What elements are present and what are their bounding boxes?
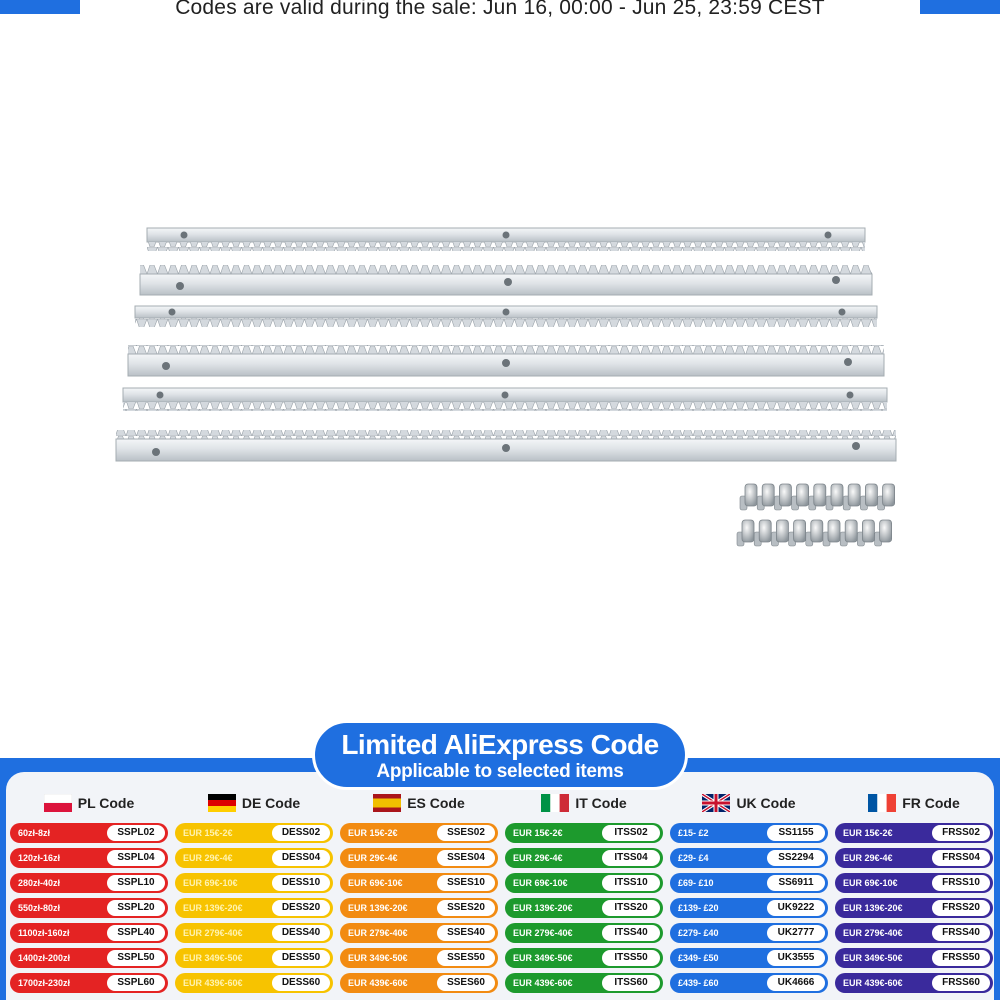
discount-range: EUR 29€-4€: [348, 853, 398, 863]
discount-range: 280zł-40zł: [18, 878, 61, 888]
discount-range: £349- £50: [678, 953, 719, 963]
bolt: [774, 484, 791, 510]
bolt: [757, 484, 774, 510]
code-row[interactable]: [10, 823, 168, 843]
discount-range: EUR 349€-50€: [183, 953, 243, 963]
discount-range: £29- £4: [678, 853, 709, 863]
code-row[interactable]: [10, 973, 168, 993]
coupon-code[interactable]: FRSS02: [932, 825, 990, 841]
coupon-code[interactable]: UK2777: [767, 925, 825, 941]
bolt: [840, 520, 857, 546]
coupon-code[interactable]: ITSS60: [602, 975, 660, 991]
fr-code-header: [835, 788, 993, 818]
coupon-code[interactable]: SSES10: [437, 875, 495, 891]
discount-range: EUR 29€-4€: [183, 853, 233, 863]
coupon-code[interactable]: UK3555: [767, 950, 825, 966]
code-row[interactable]: [670, 923, 828, 943]
promo-title-pill: [312, 720, 688, 790]
code-row[interactable]: [175, 848, 333, 868]
bolt: [878, 484, 895, 510]
uk-code-label: UK Code: [736, 795, 796, 811]
discount-range: EUR 439€-60€: [348, 978, 408, 988]
it-code-header: [505, 788, 663, 818]
discount-range: EUR 15€-2€: [183, 828, 233, 838]
discount-range: EUR 279€-40€: [183, 928, 243, 938]
uk-code-column: [670, 788, 828, 993]
discount-range: EUR 349€-50€: [843, 953, 903, 963]
code-row[interactable]: [340, 923, 498, 943]
discount-range: £439- £60: [678, 978, 719, 988]
uk-flag-icon: [702, 794, 730, 812]
italy-flag-icon: [541, 794, 569, 812]
coupon-code[interactable]: SSES60: [437, 975, 495, 991]
coupon-code[interactable]: SSPL02: [107, 825, 165, 841]
coupon-code[interactable]: UK9222: [767, 900, 825, 916]
code-row[interactable]: [835, 823, 993, 843]
code-row[interactable]: [670, 948, 828, 968]
top-banner: [0, 0, 1000, 22]
pl-code-header: [10, 788, 168, 818]
discount-range: EUR 279€-40€: [513, 928, 573, 938]
discount-range: EUR 439€-60€: [513, 978, 573, 988]
discount-range: EUR 139€-20€: [348, 903, 408, 913]
coupon-code[interactable]: SSES20: [437, 900, 495, 916]
bolt: [806, 520, 823, 546]
code-row[interactable]: [670, 873, 828, 893]
coupon-code[interactable]: SS2294: [767, 850, 825, 866]
discount-range: EUR 15€-2€: [843, 828, 893, 838]
bolt: [809, 484, 826, 510]
coupon-code[interactable]: SS1155: [767, 825, 825, 841]
coupon-code[interactable]: SS6911: [767, 875, 825, 891]
coupon-code[interactable]: DESS50: [272, 950, 330, 966]
coupon-code[interactable]: SSPL50: [107, 950, 165, 966]
de-code-header: [175, 788, 333, 818]
coupon-code[interactable]: SSPL20: [107, 900, 165, 916]
discount-range: EUR 139€-20€: [183, 903, 243, 913]
discount-range: 1700zł-230zł: [18, 978, 71, 988]
coupon-code[interactable]: SSPL40: [107, 925, 165, 941]
coupon-code[interactable]: ITSS10: [602, 875, 660, 891]
spain-flag-icon: [373, 794, 401, 812]
coupon-code[interactable]: DESS04: [272, 850, 330, 866]
bolts-group: [737, 484, 895, 546]
germany-flag-icon: [208, 794, 236, 812]
es-code-header: [340, 788, 498, 818]
bolt: [771, 520, 788, 546]
code-row[interactable]: [670, 973, 828, 993]
coupon-code[interactable]: ITSS40: [602, 925, 660, 941]
bolt: [843, 484, 860, 510]
coupon-code[interactable]: SSES50: [437, 950, 495, 966]
code-row[interactable]: [670, 823, 828, 843]
promo-code-section: [0, 720, 1000, 1000]
code-row[interactable]: [835, 898, 993, 918]
code-row[interactable]: [340, 823, 498, 843]
code-row[interactable]: [10, 898, 168, 918]
coupon-code[interactable]: ITSS04: [602, 850, 660, 866]
code-row[interactable]: [175, 873, 333, 893]
code-row[interactable]: [175, 898, 333, 918]
code-row[interactable]: [670, 848, 828, 868]
coupon-code[interactable]: FRSS10: [932, 875, 990, 891]
discount-range: 550zł-80zł: [18, 903, 61, 913]
coupon-code[interactable]: DESS02: [272, 825, 330, 841]
fr-code-label: FR Code: [902, 795, 960, 811]
coupon-code[interactable]: FRSS20: [932, 900, 990, 916]
discount-range: 120zł-16zł: [18, 853, 61, 863]
coupon-code[interactable]: SSPL04: [107, 850, 165, 866]
it-code-column: [505, 788, 663, 993]
coupon-code[interactable]: SSPL10: [107, 875, 165, 891]
bolt: [860, 484, 877, 510]
code-row[interactable]: [835, 973, 993, 993]
code-row[interactable]: [835, 948, 993, 968]
code-row[interactable]: [10, 923, 168, 943]
coupon-code[interactable]: FRSS50: [932, 950, 990, 966]
code-row[interactable]: [10, 948, 168, 968]
pl-code-column: [10, 788, 168, 993]
discount-range: 1100zł-160zł: [18, 928, 70, 938]
gear-rack-3: [135, 306, 877, 327]
coupon-code[interactable]: ITSS50: [602, 950, 660, 966]
discount-range: 60zł-8zł: [18, 828, 51, 838]
bolt: [875, 520, 892, 546]
discount-range: EUR 279€-40€: [843, 928, 903, 938]
uk-code-header: [670, 788, 828, 818]
bolt: [857, 520, 874, 546]
bolt: [740, 484, 757, 510]
coupon-code[interactable]: UK4666: [767, 975, 825, 991]
code-row[interactable]: [175, 823, 333, 843]
coupon-code[interactable]: DESS20: [272, 900, 330, 916]
discount-range: EUR 139€-20€: [843, 903, 903, 913]
coupon-code[interactable]: FRSS40: [932, 925, 990, 941]
coupon-code[interactable]: ITSS02: [602, 825, 660, 841]
code-row[interactable]: [670, 898, 828, 918]
coupon-code[interactable]: DESS40: [272, 925, 330, 941]
discount-range: 1400zł-200zł: [18, 953, 71, 963]
promo-subtitle: Applicable to selected items: [376, 761, 624, 782]
discount-range: £69- £10: [678, 878, 714, 888]
product-image: [0, 22, 1000, 722]
discount-range: EUR 139€-20€: [513, 903, 573, 913]
discount-range: £15- £2: [678, 828, 709, 838]
bolt: [737, 520, 754, 546]
sale-validity-text: Codes are valid during the sale: Jun 16, 00:00 - Jun 25, 23:59 CEST: [175, 0, 825, 19]
discount-range: EUR 349€-50€: [513, 953, 573, 963]
gear-rack-6: [116, 430, 896, 461]
discount-range: EUR 69€-10€: [183, 878, 238, 888]
fr-code-column: [835, 788, 993, 993]
discount-range: EUR 439€-60€: [843, 978, 903, 988]
bolt: [823, 520, 840, 546]
code-row[interactable]: [175, 948, 333, 968]
code-row[interactable]: [505, 848, 663, 868]
bolt: [754, 520, 771, 546]
code-row[interactable]: [505, 948, 663, 968]
discount-range: EUR 69€-10€: [513, 878, 568, 888]
coupon-code[interactable]: FRSS60: [932, 975, 990, 991]
code-row[interactable]: [10, 848, 168, 868]
de-code-column: [175, 788, 333, 993]
coupon-code[interactable]: SSPL60: [107, 975, 165, 991]
de-code-label: DE Code: [241, 795, 301, 811]
code-row[interactable]: [340, 848, 498, 868]
coupon-code[interactable]: DESS60: [272, 975, 330, 991]
es-code-label: ES Code: [407, 795, 465, 811]
code-row[interactable]: [505, 973, 663, 993]
code-row[interactable]: [505, 923, 663, 943]
gear-rack-4: [128, 345, 884, 376]
code-row[interactable]: [340, 873, 498, 893]
discount-range: EUR 69€-10€: [348, 878, 403, 888]
code-row[interactable]: [340, 948, 498, 968]
poland-flag-icon: [44, 794, 72, 812]
coupon-code[interactable]: SSES40: [437, 925, 495, 941]
es-code-column: [340, 788, 498, 993]
discount-range: EUR 279€-40€: [348, 928, 408, 938]
code-row[interactable]: [340, 973, 498, 993]
gear-rack-2: [140, 265, 872, 295]
code-row[interactable]: [835, 923, 993, 943]
discount-range: EUR 15€-2€: [513, 828, 563, 838]
discount-range: EUR 29€-4€: [513, 853, 563, 863]
pl-code-label: PL Code: [77, 795, 135, 811]
promo-title: Limited AliExpress Code: [341, 729, 659, 760]
coupon-code[interactable]: SSES02: [437, 825, 495, 841]
discount-range: EUR 439€-60€: [183, 978, 243, 988]
discount-range: EUR 15€-2€: [348, 828, 398, 838]
code-row[interactable]: [835, 848, 993, 868]
coupon-code[interactable]: SSES04: [437, 850, 495, 866]
france-flag-icon: [868, 794, 896, 812]
discount-range: EUR 349€-50€: [348, 953, 408, 963]
code-row[interactable]: [835, 873, 993, 893]
discount-range: EUR 29€-4€: [843, 853, 893, 863]
gear-rack-1: [147, 228, 865, 251]
code-row[interactable]: [505, 898, 663, 918]
coupon-code[interactable]: FRSS04: [932, 850, 990, 866]
code-row[interactable]: [10, 873, 168, 893]
discount-range: £139- £20: [678, 903, 719, 913]
bolt: [826, 484, 843, 510]
discount-range: EUR 69€-10€: [843, 878, 898, 888]
code-row[interactable]: [175, 923, 333, 943]
bolt: [792, 484, 809, 510]
code-row[interactable]: [175, 973, 333, 993]
code-row[interactable]: [505, 823, 663, 843]
discount-range: £279- £40: [678, 928, 719, 938]
bolt: [789, 520, 806, 546]
coupon-code[interactable]: ITSS20: [602, 900, 660, 916]
coupon-code[interactable]: DESS10: [272, 875, 330, 891]
gear-rack-5: [123, 388, 887, 411]
it-code-label: IT Code: [575, 795, 627, 811]
code-row[interactable]: [505, 873, 663, 893]
code-row[interactable]: [340, 898, 498, 918]
